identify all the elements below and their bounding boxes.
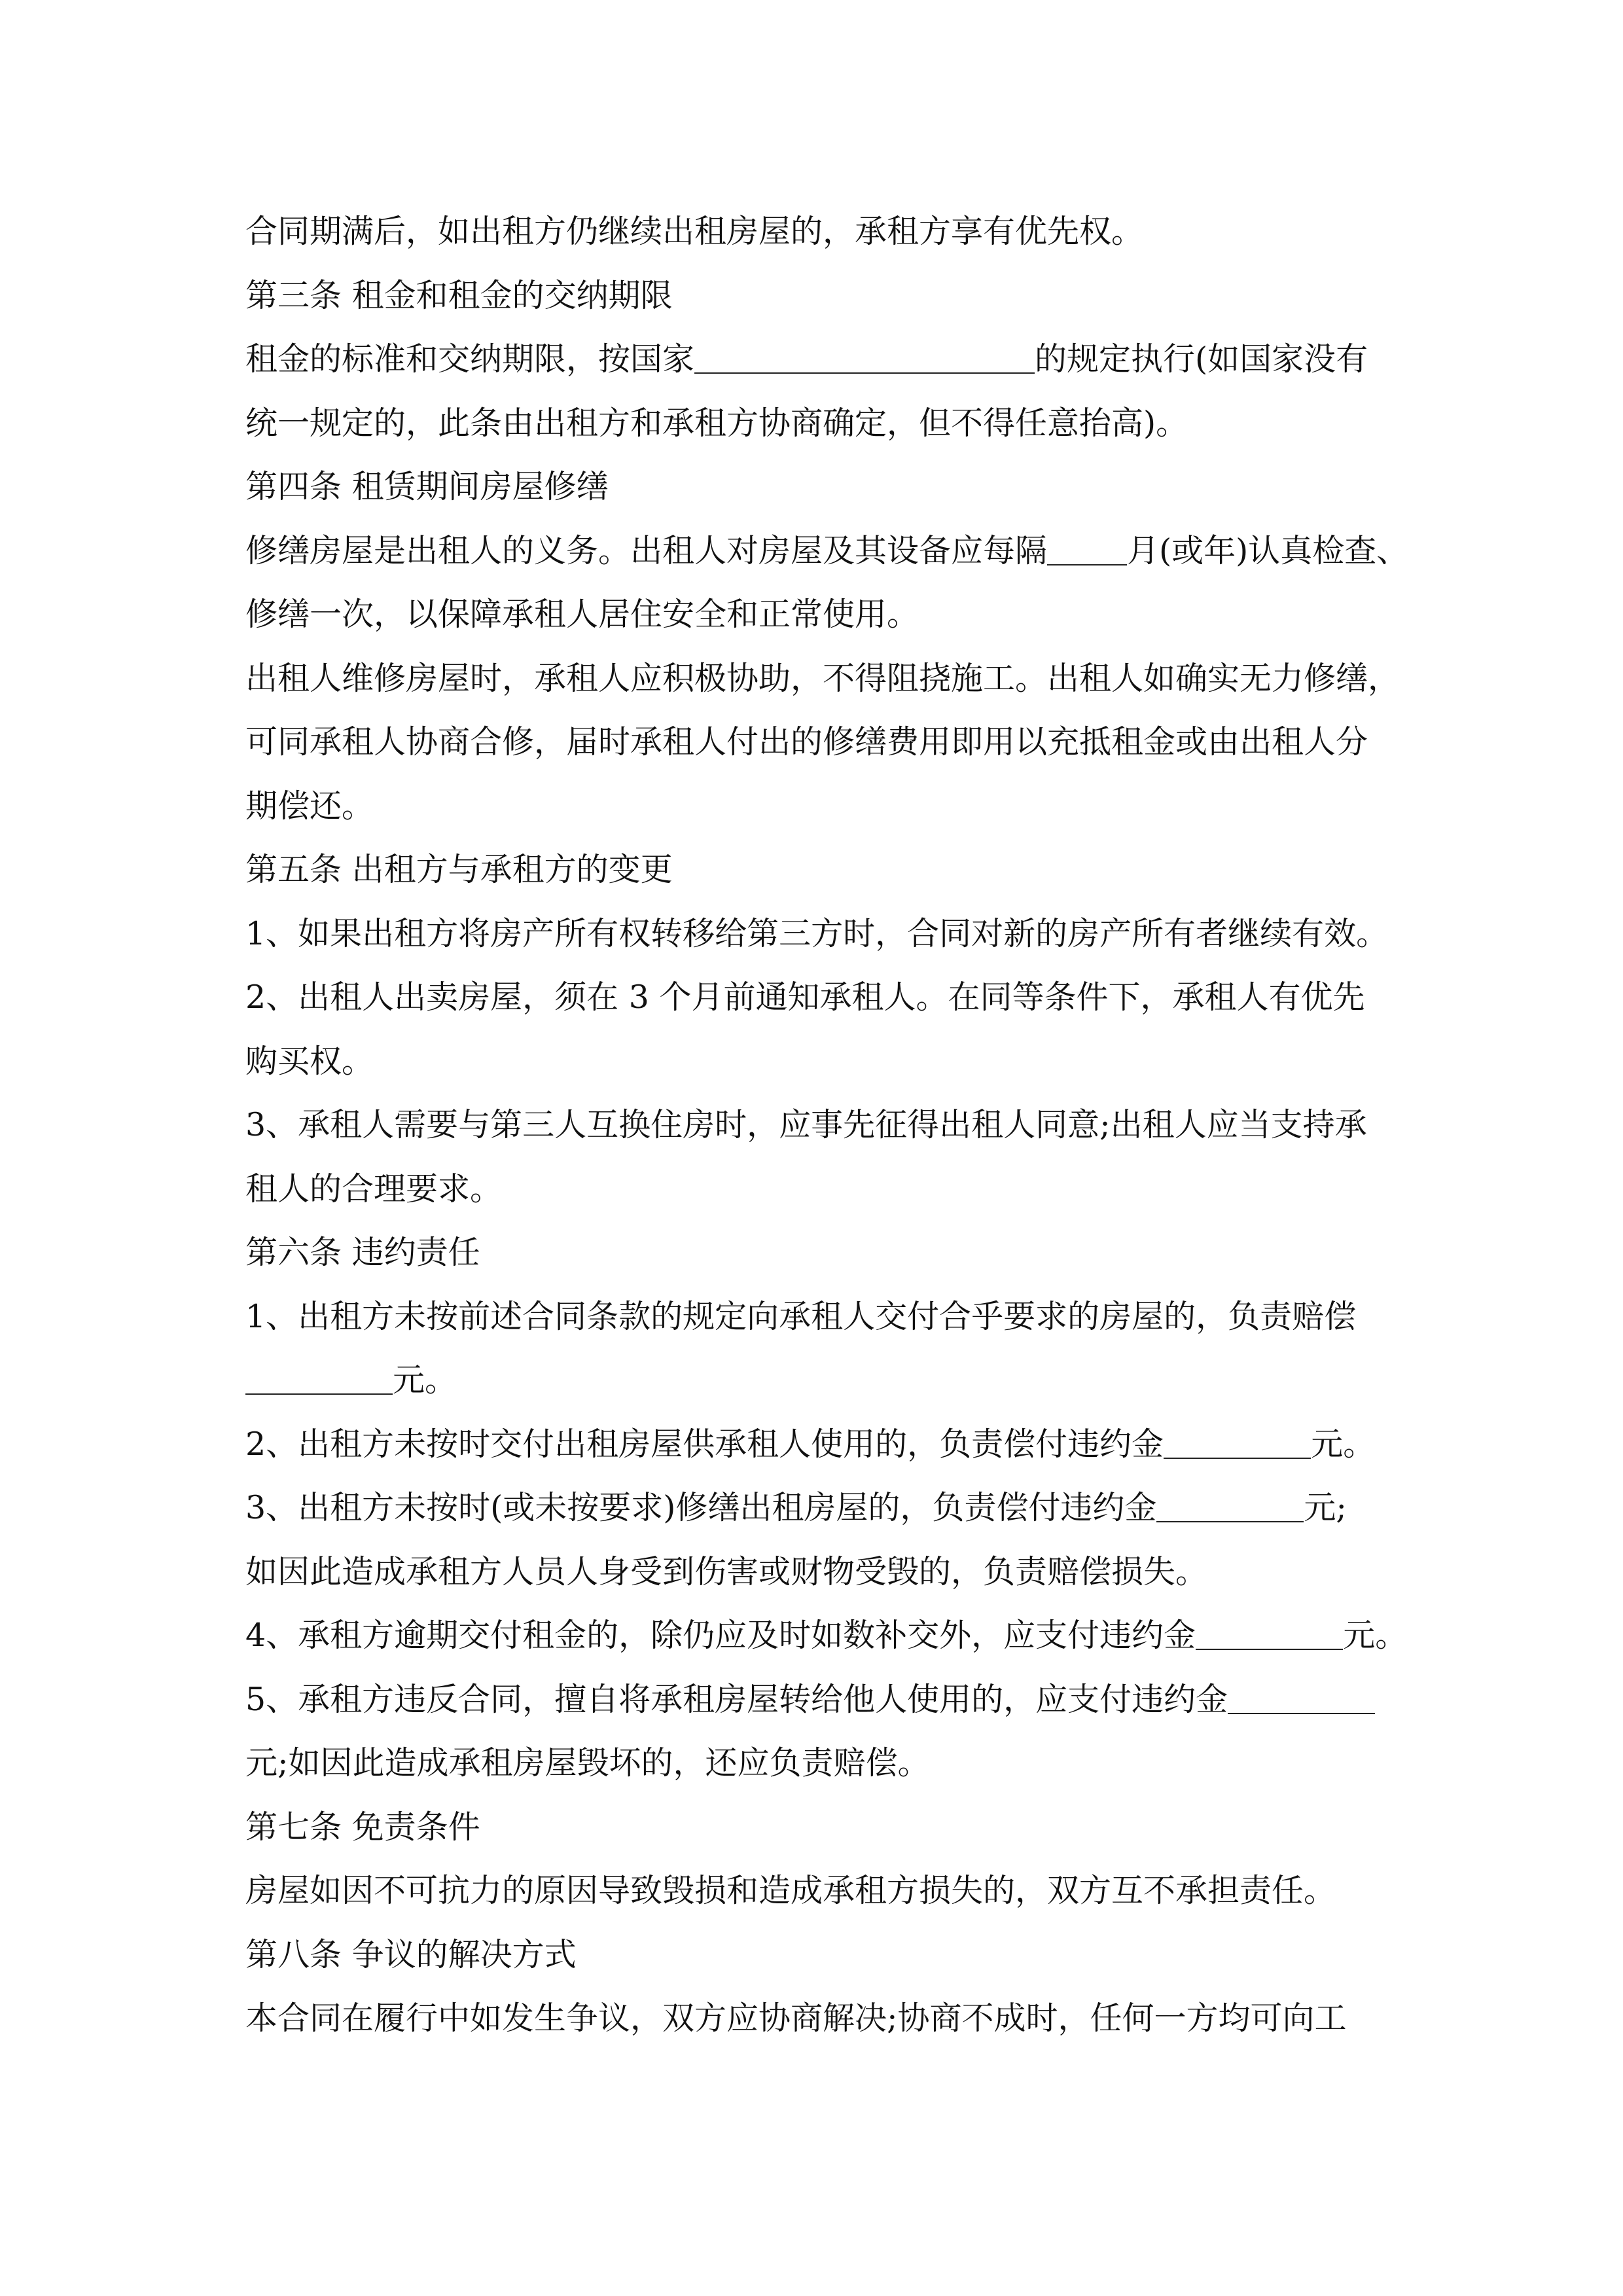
fill-in-blank (1196, 1617, 1343, 1650)
text-segment: 第五条 出租方与承租方的变更 (245, 851, 673, 888)
text-segment: 可同承租人协商合修，届时承租人付出的修缮费用即用以充抵租金或由出租人分 (245, 723, 1368, 761)
text-segment: 第四条 租赁期间房屋修缮 (245, 468, 609, 505)
article-heading (245, 838, 1397, 902)
text-segment: 元。 (393, 1361, 457, 1399)
text-segment: 租金的标准和交纳期限，按国家 (245, 340, 695, 378)
article-heading (245, 1923, 1397, 1987)
text-line (245, 1348, 1397, 1412)
text-line (245, 1093, 1397, 1157)
text-segment: 第七条 免责条件 (245, 1808, 480, 1846)
text-line (245, 774, 1397, 838)
fill-in-blank (1047, 533, 1127, 565)
article-heading (245, 264, 1397, 328)
text-line (245, 1030, 1397, 1094)
text-segment: 元; (1304, 1489, 1347, 1526)
text-line (245, 1412, 1397, 1477)
fill-in-blank (1228, 1681, 1375, 1714)
text-line (245, 1285, 1397, 1349)
text-segment: 元。 (1343, 1617, 1408, 1654)
text-segment: 房屋如因不可抗力的原因导致毁损和造成承租方损失的，双方互不承担责任。 (245, 1872, 1336, 1909)
text-line (245, 200, 1397, 264)
text-segment: 第八条 争议的解决方式 (245, 1935, 577, 1973)
text-segment: 合同期满后，如出租方仍继续出租房屋的，承租方享有优先权。 (245, 213, 1144, 250)
text-segment: 3、承租人需要与第三人互换住房时，应事先征得出租人同意;出租人应当支持承 (245, 1106, 1367, 1143)
text-segment: 本合同在履行中如发生争议，双方应协商解决;协商不成时，任何一方均可向工 (245, 2000, 1347, 2037)
article-heading (245, 455, 1397, 519)
text-segment: 元。 (1311, 1425, 1376, 1463)
text-line (245, 391, 1397, 456)
text-line (245, 647, 1400, 711)
fill-in-blank (1156, 1490, 1304, 1522)
text-segment: 3、出租方未按时(或未按要求)修缮出租房屋的，负责偿付违约金 (245, 1489, 1157, 1526)
text-segment: 期偿还。 (245, 787, 374, 825)
text-segment: 4、承租方逾期交付租金的，除仍应及时如数补交外，应支付违约金 (245, 1617, 1196, 1654)
text-segment: 购买权。 (245, 1042, 374, 1080)
text-segment: 1、如果出租方将房产所有权转移给第三方时，合同对新的房产所有者继续有效。 (245, 914, 1389, 952)
text-segment: 出租人维修房屋时，承租人应积极协助，不得阻挠施工。出租人如确实无力修缮， (245, 659, 1400, 697)
text-segment: 5、承租方违反合同，擅自将承租房屋转给他人使用的，应支付违约金 (245, 1680, 1228, 1718)
text-line (245, 1157, 1397, 1221)
text-segment: 租人的合理要求。 (245, 1170, 503, 1208)
text-line (245, 1604, 1408, 1668)
document-body (245, 200, 1409, 2051)
fill-in-blank (1164, 1426, 1311, 1459)
text-line (245, 327, 1397, 391)
text-line (245, 1986, 1397, 2051)
fill-in-blank (245, 1362, 393, 1395)
text-line (245, 583, 1397, 647)
text-segment: 统一规定的，此条由出租方和承租方协商确定，但不得任意抬高)。 (245, 404, 1188, 442)
text-segment: 第三条 租金和租金的交纳期限 (245, 276, 673, 314)
text-segment: 修缮一次，以保障承租人居住安全和正常使用。 (245, 596, 919, 633)
text-line (245, 965, 1397, 1030)
text-line (245, 902, 1397, 966)
text-line (245, 1859, 1397, 1923)
text-segment: 元;如因此造成承租房屋毁坏的，还应负责赔偿。 (245, 1744, 930, 1782)
text-line (245, 1540, 1397, 1604)
article-heading (245, 1795, 1397, 1859)
text-segment: 2、出租方未按时交付出租房屋供承租人使用的，负责偿付违约金 (245, 1425, 1164, 1463)
article-heading (245, 1221, 1397, 1285)
text-segment: 月(或年)认真检查、 (1127, 531, 1409, 569)
fill-in-blank (694, 341, 1035, 374)
text-segment: 第六条 违约责任 (245, 1234, 480, 1271)
text-line (245, 710, 1397, 774)
text-line (245, 1731, 1397, 1795)
text-segment: 的规定执行(如国家没有 (1035, 340, 1368, 378)
text-line (245, 519, 1409, 583)
text-segment: 如因此造成承租方人员人身受到伤害或财物受毁的，负责赔偿损失。 (245, 1552, 1208, 1590)
text-line (245, 1476, 1397, 1540)
text-segment: 2、出租人出卖房屋，须在 3 个月前通知承租人。在同等条件下，承租人有优先 (245, 978, 1365, 1016)
text-line (245, 1668, 1397, 1732)
text-segment: 1、出租方未按前述合同条款的规定向承租人交付合乎要求的房屋的，负责赔偿 (245, 1297, 1357, 1335)
text-segment: 修缮房屋是出租人的义务。出租人对房屋及其设备应每隔 (245, 531, 1048, 569)
